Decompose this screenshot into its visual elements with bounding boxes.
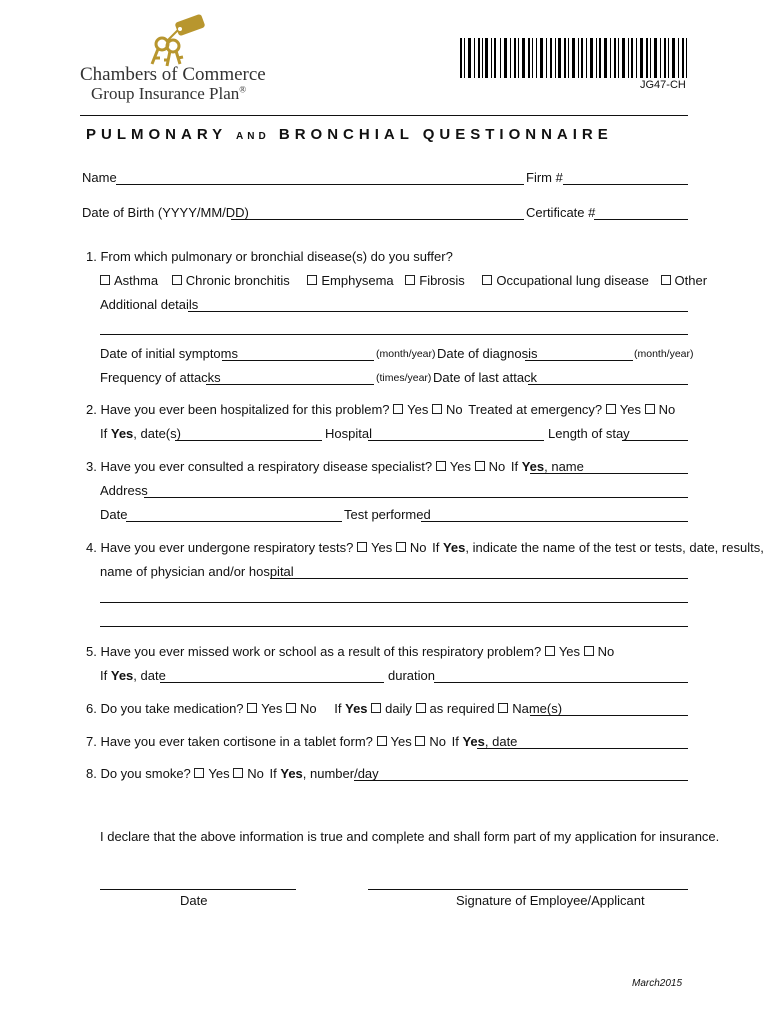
yes-label: Yes bbox=[407, 402, 429, 417]
q5-no[interactable] bbox=[584, 644, 615, 659]
no-label: No bbox=[247, 766, 264, 781]
footer-date: March2015 bbox=[632, 978, 683, 989]
q2-length-label: Length of stay bbox=[548, 426, 630, 441]
yes-label: Yes bbox=[619, 402, 642, 417]
q6-no[interactable] bbox=[286, 701, 317, 716]
q4-line1 bbox=[86, 540, 764, 555]
yes-bold: Yes bbox=[110, 668, 134, 683]
q1-option-occupational[interactable] bbox=[482, 273, 649, 288]
additional-details-field-2[interactable] bbox=[100, 334, 688, 335]
registered-mark: ® bbox=[239, 84, 247, 95]
yes-bold: Yes bbox=[521, 459, 545, 474]
yes-bold: Yes bbox=[442, 540, 466, 555]
checkbox-icon bbox=[482, 275, 492, 285]
barcode-code: JG47-CH bbox=[640, 79, 686, 91]
checkbox-icon bbox=[100, 275, 110, 285]
checkbox-icon bbox=[194, 768, 204, 778]
keys-logo-icon bbox=[140, 14, 210, 70]
if-text: If bbox=[334, 701, 342, 716]
q8-text: 8. Do you smoke? bbox=[86, 766, 191, 781]
q3-test-field[interactable] bbox=[421, 521, 688, 522]
checkbox-icon bbox=[307, 275, 317, 285]
initial-symptoms-field[interactable] bbox=[222, 360, 374, 361]
diagnosis-field[interactable] bbox=[525, 360, 633, 361]
q2-dates-field[interactable] bbox=[175, 440, 322, 441]
checkbox-icon bbox=[432, 404, 442, 414]
no-label: No bbox=[409, 540, 427, 555]
daily-label: daily bbox=[385, 701, 412, 716]
title-part1: PULMONARY bbox=[86, 126, 227, 143]
q8-number-field[interactable] bbox=[354, 780, 688, 781]
q1-options bbox=[100, 273, 707, 288]
no-label: No bbox=[445, 402, 463, 417]
checkbox-icon bbox=[475, 461, 485, 471]
logo-name: Chambers of Commerce bbox=[80, 64, 266, 85]
name-text: , name bbox=[544, 459, 584, 474]
yes-label: Yes bbox=[449, 459, 471, 474]
q3-test-label: Test performed bbox=[344, 507, 431, 522]
q4-rest: , indicate the name of the test or tests, date, results, bbox=[465, 540, 764, 555]
checkbox-icon bbox=[436, 461, 446, 471]
yes-bold: Yes bbox=[110, 426, 134, 441]
no-label: No bbox=[488, 459, 506, 474]
checkbox-icon bbox=[371, 703, 381, 713]
last-attack-field[interactable] bbox=[528, 384, 688, 385]
barcode bbox=[460, 38, 688, 78]
if-text: If bbox=[510, 459, 519, 474]
q1-option-fibrosis[interactable] bbox=[405, 273, 465, 288]
q4-field-2[interactable] bbox=[100, 602, 688, 603]
q7-line1 bbox=[86, 734, 517, 749]
names-label: Name(s) bbox=[512, 701, 563, 716]
yes-label: Yes bbox=[390, 734, 412, 749]
option-label: Asthma bbox=[114, 273, 159, 288]
q4-text: 4. Have you ever undergone respiratory tests? bbox=[86, 540, 354, 555]
q7-text: 7. Have you ever taken cortisone in a tablet form? bbox=[86, 734, 373, 749]
q2-text: 2. Have you ever been hospitalized for this problem? bbox=[86, 402, 390, 417]
q3-date-label: Date bbox=[100, 507, 128, 522]
checkbox-icon bbox=[645, 404, 655, 414]
number-text: , number/day bbox=[302, 766, 379, 781]
q2-emergency-text: Treated at emergency? bbox=[468, 402, 603, 417]
frequency-unit: (times/year) bbox=[376, 372, 432, 384]
q1-option-asthma[interactable] bbox=[100, 273, 158, 288]
page-title bbox=[86, 126, 613, 143]
q7-no[interactable] bbox=[415, 734, 446, 749]
option-label: Emphysema bbox=[321, 273, 394, 288]
checkbox-icon bbox=[584, 646, 594, 656]
header-divider bbox=[80, 115, 688, 116]
q3-date-field[interactable] bbox=[126, 521, 342, 522]
q2-if-yes-label bbox=[100, 426, 181, 441]
option-label: Chronic bronchitis bbox=[185, 273, 290, 288]
q5-yes[interactable] bbox=[545, 644, 580, 659]
q4-yes[interactable] bbox=[357, 540, 392, 555]
q4-line2: name of physician and/or hospital bbox=[100, 564, 294, 579]
q8-line1 bbox=[86, 766, 379, 781]
no-label: No bbox=[300, 701, 317, 716]
name-field[interactable] bbox=[116, 184, 524, 185]
firm-label: Firm # bbox=[526, 170, 563, 185]
q5-duration-field[interactable] bbox=[434, 682, 688, 683]
checkbox-icon bbox=[233, 768, 243, 778]
initial-symptoms-unit: (month/year) bbox=[376, 348, 436, 360]
q3-yes[interactable] bbox=[436, 459, 471, 474]
q6-yes[interactable] bbox=[247, 701, 282, 716]
diagnosis-unit: (month/year) bbox=[634, 348, 694, 360]
q3-line1 bbox=[86, 459, 584, 474]
no-label: No bbox=[597, 644, 615, 659]
checkbox-icon bbox=[498, 703, 508, 713]
q1-option-other[interactable] bbox=[661, 273, 708, 288]
if-text: If bbox=[432, 540, 440, 555]
signature-field[interactable] bbox=[368, 889, 688, 890]
q7-yes[interactable] bbox=[377, 734, 412, 749]
option-label: Fibrosis bbox=[419, 273, 465, 288]
if-text: If bbox=[100, 426, 108, 441]
q6-text: 6. Do you take medication? bbox=[86, 701, 244, 716]
yes-label: Yes bbox=[371, 540, 393, 555]
q8-no[interactable] bbox=[233, 766, 264, 781]
q1-text: 1. From which pulmonary or bronchial disease(s) do you suffer? bbox=[86, 249, 453, 264]
checkbox-icon bbox=[393, 404, 403, 414]
diagnosis-label: Date of diagnosis bbox=[437, 346, 538, 361]
checkbox-icon bbox=[416, 703, 426, 713]
yes-label: Yes bbox=[558, 644, 581, 659]
title-part3: BRONCHIAL QUESTIONNAIRE bbox=[278, 126, 613, 143]
q1-option-chronic-bronchitis[interactable] bbox=[172, 273, 290, 288]
certificate-label: Certificate # bbox=[526, 205, 596, 220]
checkbox-icon bbox=[405, 275, 415, 285]
yes-label: Yes bbox=[208, 766, 230, 781]
q6-names-field[interactable] bbox=[530, 715, 688, 716]
q2-yes[interactable] bbox=[393, 402, 428, 417]
q2-hospital-label: Hospital bbox=[325, 426, 372, 441]
q8-yes[interactable] bbox=[194, 766, 229, 781]
date-text: , date bbox=[133, 668, 166, 683]
last-attack-label: Date of last attack bbox=[433, 370, 538, 385]
checkbox-icon bbox=[172, 275, 182, 285]
option-label: Other bbox=[674, 273, 708, 288]
checkbox-icon bbox=[661, 275, 671, 285]
yes-label: Yes bbox=[261, 701, 283, 716]
yes-bold: Yes bbox=[462, 734, 485, 749]
as-required-label: as required bbox=[429, 701, 495, 716]
q2-emergency-yes[interactable] bbox=[606, 402, 641, 417]
if-text: If bbox=[451, 734, 459, 749]
q4-no[interactable] bbox=[396, 540, 427, 555]
q1-option-emphysema[interactable] bbox=[307, 273, 393, 288]
frequency-label: Frequency of attacks bbox=[100, 370, 221, 385]
signature-date-label: Date bbox=[180, 893, 208, 908]
logo-subtitle bbox=[91, 84, 246, 104]
q7-date-field[interactable] bbox=[477, 748, 688, 749]
additional-details-label: Additional details bbox=[100, 297, 199, 312]
q2-emergency-no[interactable] bbox=[645, 402, 676, 417]
if-text: If bbox=[100, 668, 108, 683]
option-label: Occupational lung disease bbox=[496, 273, 649, 288]
q3-address-label: Address bbox=[100, 483, 148, 498]
signature-label: Signature of Employee/Applicant bbox=[456, 893, 645, 908]
q4-field-3[interactable] bbox=[100, 626, 688, 627]
name-label: Name bbox=[82, 170, 117, 185]
if-text: If bbox=[269, 766, 277, 781]
certificate-field[interactable] bbox=[594, 219, 688, 220]
dob-field[interactable] bbox=[231, 219, 524, 220]
q2-no[interactable] bbox=[432, 402, 463, 417]
yes-bold: Yes bbox=[280, 766, 303, 781]
dob-label: Date of Birth (YYYY/MM/DD) bbox=[82, 205, 249, 220]
q3-no[interactable] bbox=[475, 459, 506, 474]
q3-name-field[interactable] bbox=[530, 473, 688, 474]
q5-text: 5. Have you ever missed work or school as a result of this respiratory problem? bbox=[86, 644, 542, 659]
q6-daily[interactable] bbox=[371, 701, 412, 716]
checkbox-icon bbox=[606, 404, 616, 414]
checkbox-icon bbox=[286, 703, 296, 713]
q5-duration-label: duration bbox=[388, 668, 435, 683]
initial-symptoms-label: Date of initial symptoms bbox=[100, 346, 238, 361]
additional-details-field[interactable] bbox=[188, 311, 688, 312]
q2-line1 bbox=[86, 402, 675, 417]
frequency-field[interactable] bbox=[206, 384, 374, 385]
q5-date-field[interactable] bbox=[160, 682, 384, 683]
q3-text: 3. Have you ever consulted a respiratory disease specialist? bbox=[86, 459, 433, 474]
yes-bold: Yes bbox=[345, 701, 368, 716]
q5-line1 bbox=[86, 644, 614, 659]
q4-field-1[interactable] bbox=[270, 578, 688, 579]
checkbox-icon bbox=[396, 542, 406, 552]
signature-date-field[interactable] bbox=[100, 889, 296, 890]
q6-as-required[interactable] bbox=[416, 701, 495, 716]
q6-line1 bbox=[86, 701, 562, 716]
q6-names[interactable] bbox=[498, 701, 562, 716]
checkbox-icon bbox=[377, 736, 387, 746]
logo-subtitle-text: Group Insurance Plan bbox=[91, 84, 240, 103]
checkbox-icon bbox=[357, 542, 367, 552]
firm-field[interactable] bbox=[563, 184, 688, 185]
declaration-text: I declare that the above information is true and complete and shall form part of my application for insurance. bbox=[100, 829, 720, 844]
title-part2: AND bbox=[236, 131, 270, 142]
checkbox-icon bbox=[545, 646, 555, 656]
q3-address-field[interactable] bbox=[144, 497, 688, 498]
q2-hospital-field[interactable] bbox=[368, 440, 544, 441]
no-label: No bbox=[658, 402, 676, 417]
q2-length-field[interactable] bbox=[622, 440, 688, 441]
q5-if-yes-label bbox=[100, 668, 166, 683]
dates-text: , date(s) bbox=[133, 426, 181, 441]
checkbox-icon bbox=[247, 703, 257, 713]
no-label: No bbox=[429, 734, 446, 749]
checkbox-icon bbox=[415, 736, 425, 746]
date-text: , date bbox=[484, 734, 518, 749]
